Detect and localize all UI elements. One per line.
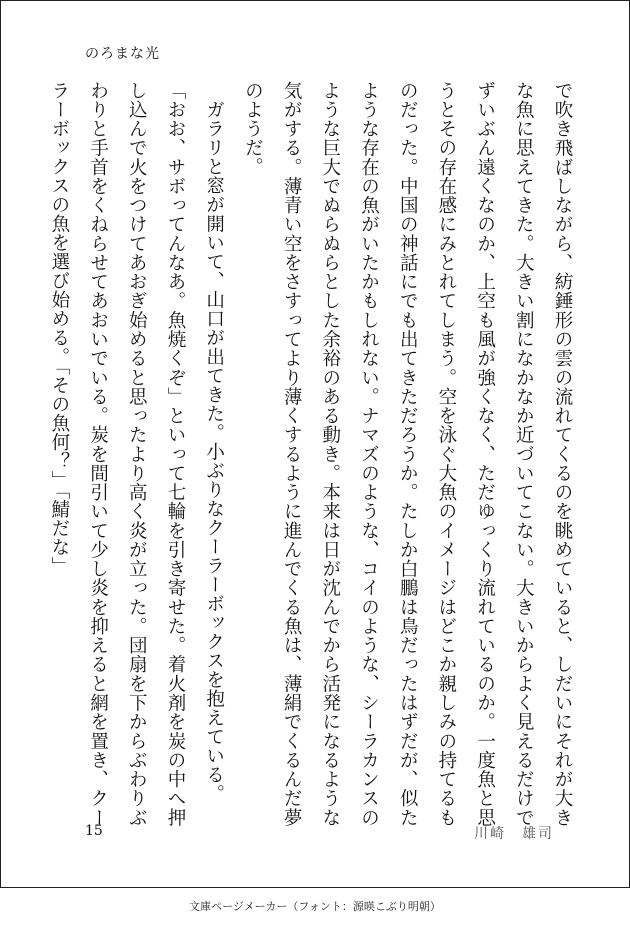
paragraph: で吹き飛ばしながら、紡錘形の雲の流れてくるのを眺めていると、しだいにそれが大きな魚に思えてきた。大きい割になかなか近づいてこない。大きいからよく見えるだけでずいぶん遠くなのか、上空も風が強くなく、ただゆっくり流れているのか。一度魚と思うとその存在感にみとれてしまう。空を泳ぐ大魚のイメージはどこか親しみの持てるものだった。中国の神話にでも出てきただろうか。たしか白鵬は鳥だったはずだが、似たような存在の魚がいたかもしれない。ナマズのような、コイのような、シーラカンスのような巨大でぬらぬらとした余裕のある動き。本来は日が沈んでから活発になるような気がする。薄青い空をさすってより薄くするように進んでくる魚は、薄絹でくるんだ夢のようだ。 (242, 81, 573, 828)
author-name: 川崎 雄司 (474, 826, 554, 842)
paragraph: ガラリと窓が開いて、山口が出てきた。小ぶりなクーラーボックスを抱えている。 (203, 81, 225, 803)
vertical-body-text (48, 81, 581, 828)
paragraph: 「おお、サボってんなあ。魚焼くぞ」といって七輪を引き寄せた。着火剤を炭の中へ押し込んで火をつけてあおぎ始めると思ったより高く炎が立った。団扇を下からぶわりぶわりと手首をくねらせてあおいでいる。炭を間引いて少し炎を抑えると網を置き、クーラーボックスの魚を選び始める。「その魚何？」「鯖だな」 (48, 81, 186, 828)
running-title: のろまな光 (85, 46, 160, 62)
page-number: 15 (85, 823, 103, 839)
generator-footer: 文庫ページメーカー（フォント：源暎こぶり明朝） (189, 900, 441, 913)
